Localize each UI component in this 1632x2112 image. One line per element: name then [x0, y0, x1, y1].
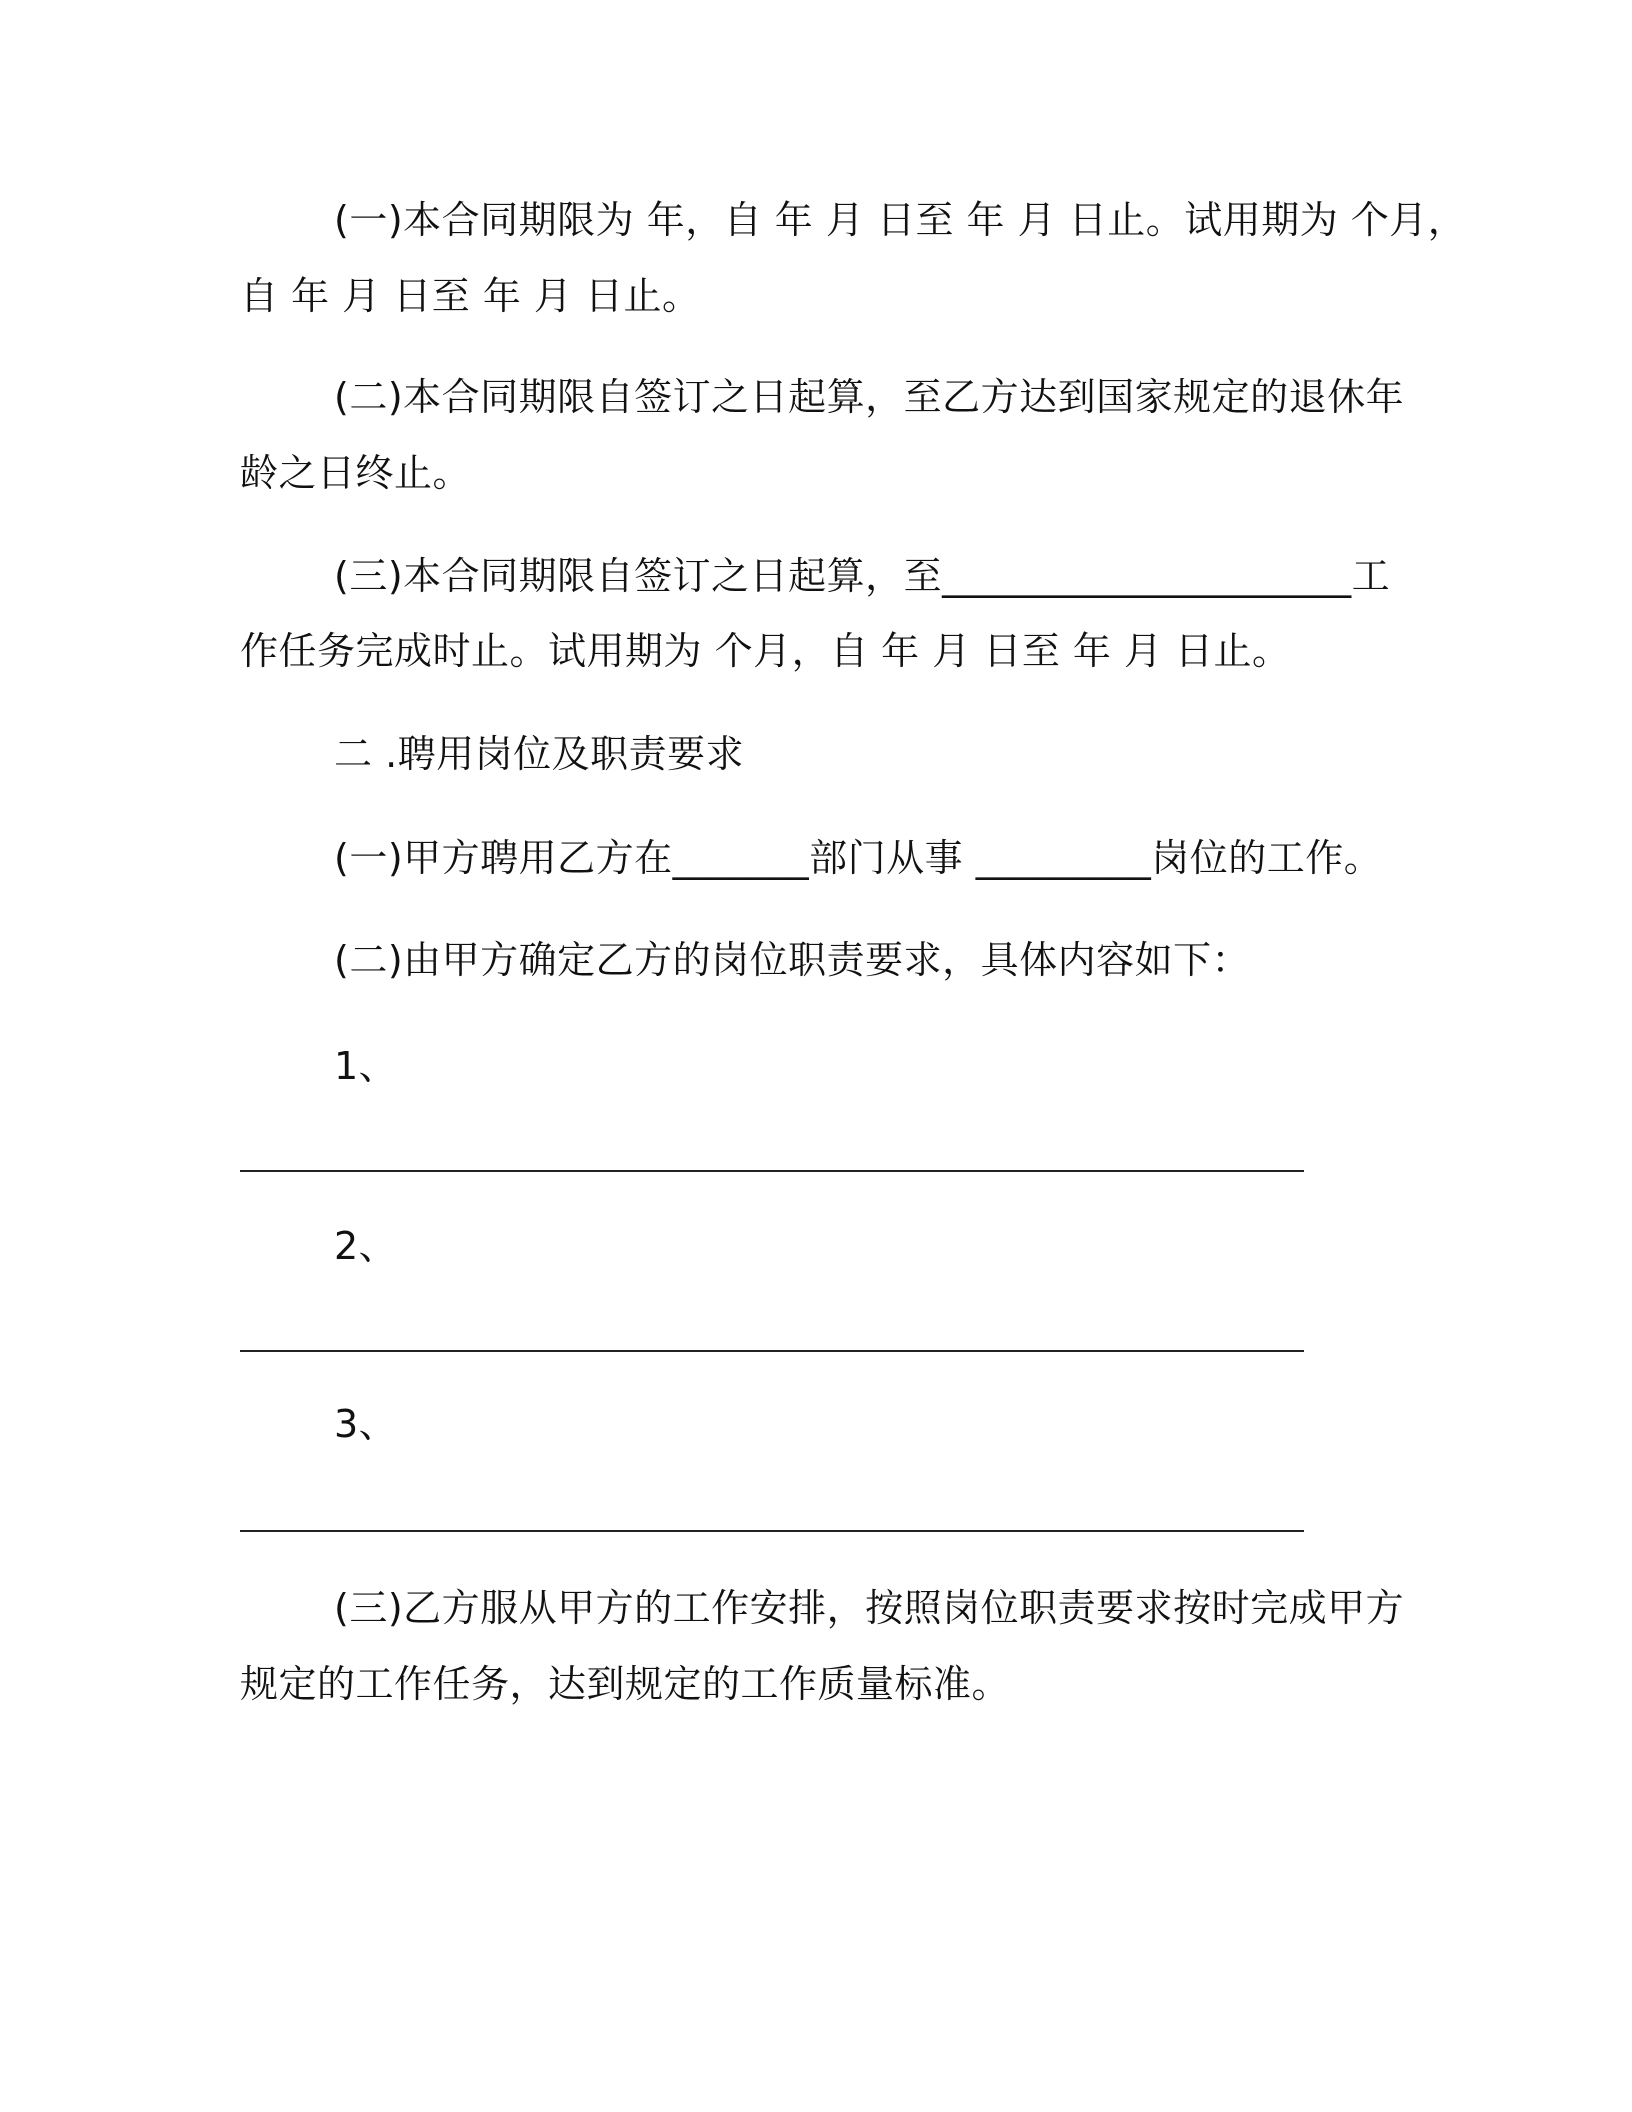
duty-number-1: 1、: [334, 1044, 398, 1088]
position-clause-3-line-2: 规定的工作任务，达到规定的工作质量标准。: [240, 1662, 1011, 1706]
duty-number-3: 3、: [334, 1402, 398, 1446]
term-clause-1-line-1: (一)本合同期限为 年，自 年 月 日至 年 月 日止。试用期为 个月，: [334, 198, 1467, 242]
duty-number-2: 2、: [334, 1224, 398, 1268]
term-clause-2-line-2: 龄之日终止。: [240, 451, 472, 495]
duty-blank-line-1: [240, 1170, 1304, 1172]
position-clause-1: (一)甲方聘用乙方在_______部门从事 _________岗位的工作。: [334, 836, 1383, 880]
term-clause-1-line-2: 自 年 月 日至 年 月 日止。: [240, 274, 701, 318]
term-clause-2-line-1: (二)本合同期限自签订之日起算，至乙方达到国家规定的退休年: [334, 375, 1405, 419]
position-clause-3-line-1: (三)乙方服从甲方的工作安排，按照岗位职责要求按时完成甲方: [334, 1586, 1405, 1630]
duty-blank-line-3: [240, 1530, 1304, 1532]
term-clause-3-line-2: 作任务完成时止。试用期为 个月，自 年 月 日至 年 月 日止。: [240, 629, 1291, 673]
position-clause-2: (二)由甲方确定乙方的岗位职责要求，具体内容如下：: [334, 938, 1251, 982]
term-clause-3-line-1: (三)本合同期限自签订之日起算，至_____________________工: [334, 554, 1391, 598]
section-heading-position: 二 .聘用岗位及职责要求: [334, 732, 745, 776]
duty-blank-line-2: [240, 1350, 1304, 1352]
